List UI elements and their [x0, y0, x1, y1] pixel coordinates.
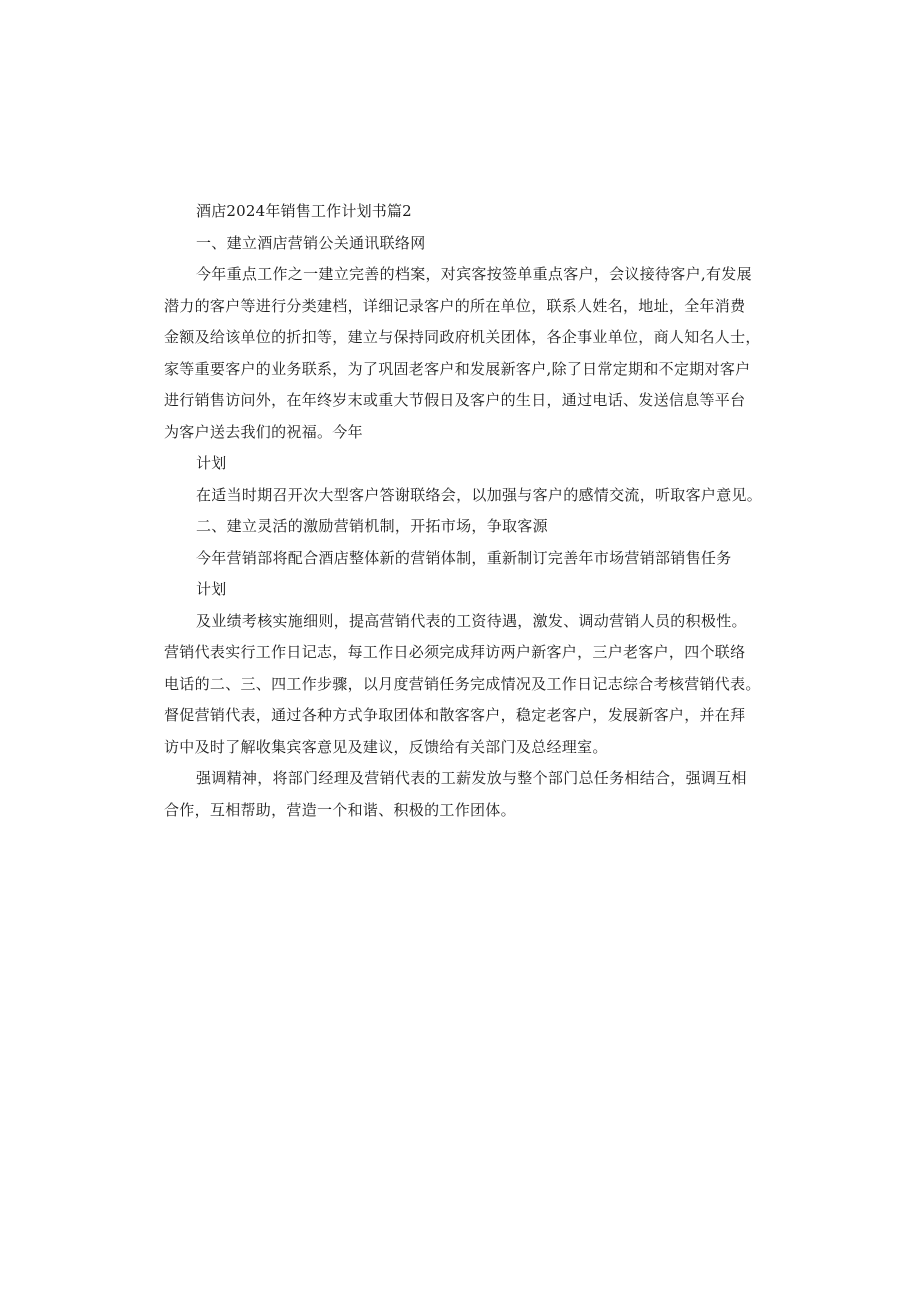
paragraph-line: 金额及给该单位的折扣等，建立与保持同政府机关团体，各企事业单位，商人知名人士， — [164, 328, 761, 346]
section2-plan-label: 计划 — [196, 580, 227, 598]
document-body — [164, 196, 766, 826]
paragraph-line: 营销代表实行工作日记志，每工作日必须完成拜访两户新客户，三户老客户，四个联络 — [164, 643, 746, 661]
paragraph-line: 强调精神，将部门经理及营销代表的工薪发放与整个部门总任务相结合，强调互相 — [196, 769, 747, 787]
section1-plan-label: 计划 — [196, 454, 227, 472]
paragraph-line: 督促营销代表，通过各种方式争取团体和散客客户，稳定老客户，发展新客户，并在拜 — [164, 706, 746, 724]
paragraph-line: 电话的二、三、四工作步骤，以月度营销任务完成情况及工作日记志综合考核营销代表。 — [164, 674, 761, 693]
paragraph-line: 及业绩考核实施细则，提高营销代表的工资待遇，激发、调动营销人员的积极性。 — [196, 611, 747, 630]
paragraph-line: 合作，互相帮助，营造一个和谐、积极的工作团体。 — [164, 800, 516, 819]
section2-heading: 二、建立灵活的激励营销机制，开拓市场，争取客源 — [196, 517, 548, 535]
section1-paragraph-1 — [164, 259, 766, 448]
section2-paragraph-1: 今年营销部将配合酒店整体新的营销体制，重新制订完善年市场营销部销售任务 — [196, 548, 732, 567]
paragraph-line: 访中及时了解收集宾客意见及建议，反馈给有关部门及总经理室。 — [164, 737, 608, 756]
section2-paragraph-3 — [164, 763, 766, 826]
paragraph-line: 潜力的客户等进行分类建档，详细记录客户的所在单位，联系人姓名，地址，全年消费 — [164, 296, 746, 315]
section2-paragraph-2 — [164, 606, 766, 764]
section1-paragraph-2: 在适当时期召开次大型客户答谢联络会，以加强与客户的感情交流，听取客户意见。 — [196, 485, 763, 504]
document-title: 酒店2024年销售工作计划书篇2 — [196, 202, 412, 220]
paragraph-line: 今年重点工作之一建立完善的档案，对宾客按签单重点客户，会议接待客户,有发展 — [196, 265, 752, 283]
paragraph-line: 家等重要客户的业务联系，为了巩固老客户和发展新客户,除了日常定期和不定期对客户 — [164, 359, 751, 378]
section1-heading: 一、建立酒店营销公关通讯联络网 — [196, 233, 426, 252]
paragraph-line: 为客户送去我们的祝福。今年 — [164, 422, 363, 441]
paragraph-line: 进行销售访问外，在年终岁末或重大节假日及客户的生日，通过电话、发送信息等平台 — [164, 391, 746, 409]
